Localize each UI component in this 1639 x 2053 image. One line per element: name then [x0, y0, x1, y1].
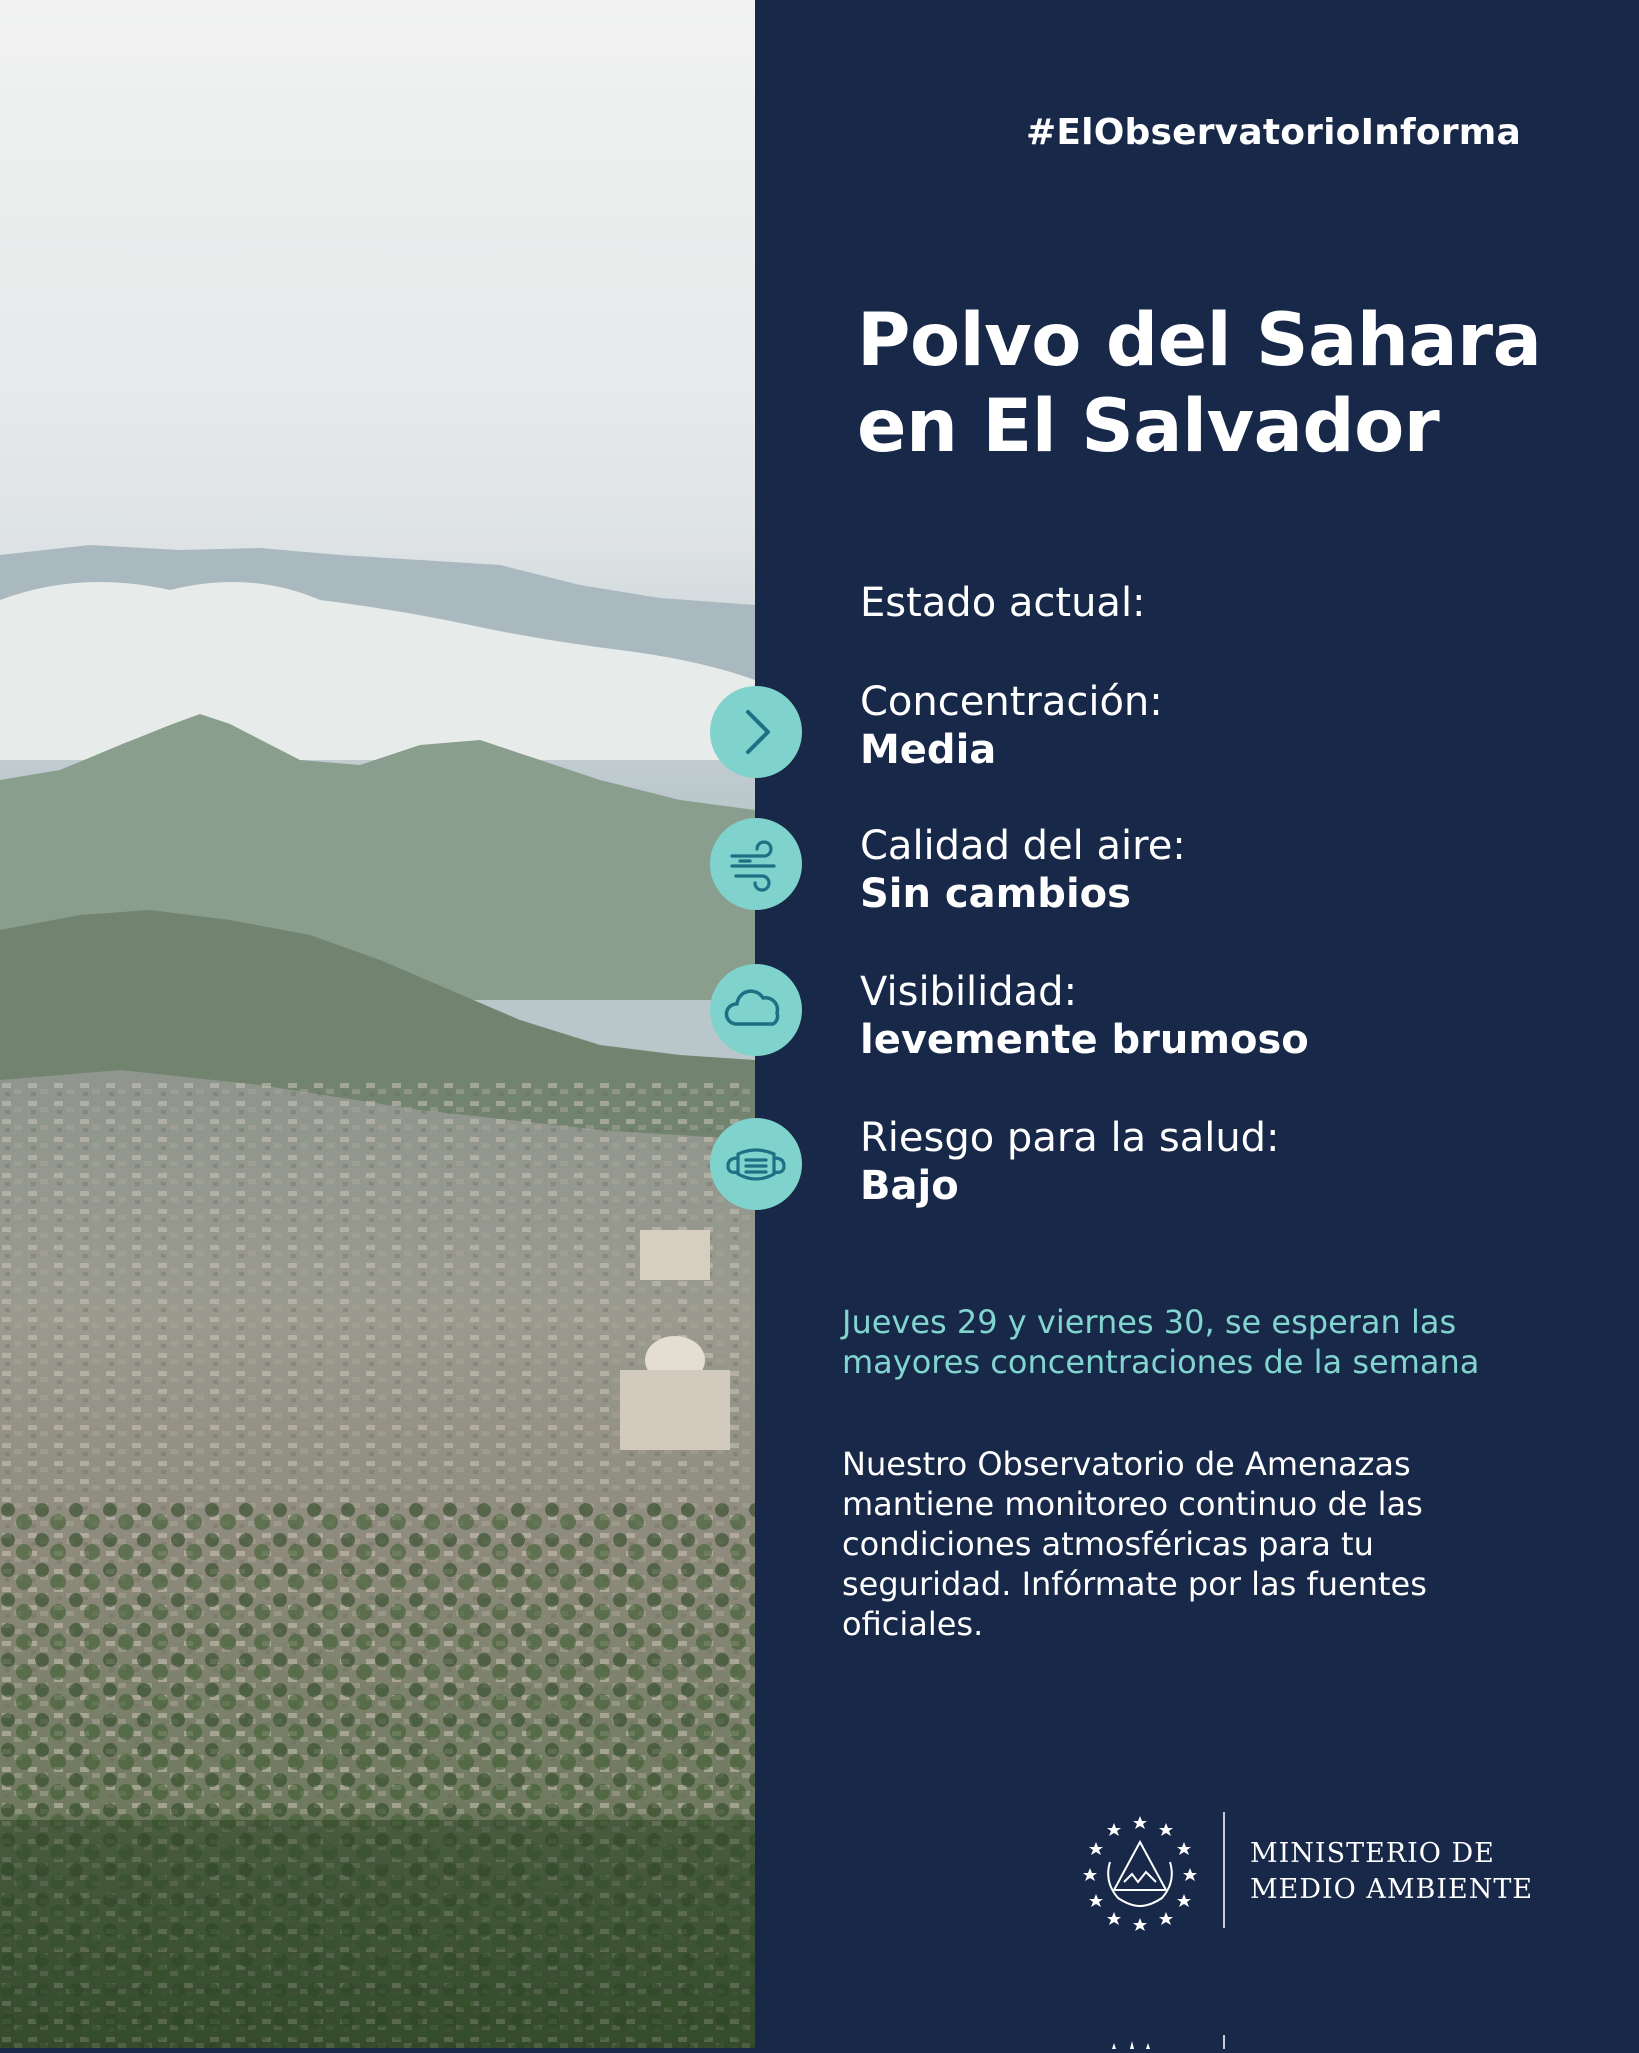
logo-line-2: MEDIO AMBIENTE — [1250, 1874, 1534, 1905]
face-mask-icon — [710, 1118, 802, 1210]
hashtag: #ElObservatorioInforma — [1026, 112, 1521, 153]
item-label: Concentración: — [860, 679, 1163, 725]
item-label: Calidad del aire: — [860, 823, 1186, 869]
next-page-logo-fragment — [1080, 2034, 1240, 2048]
observatory-note: Nuestro Observatorio de Amenazas mantiene monitoreo continuo de las condiciones atmosféricas para tu seguridad. Infórmate por las fuentes oficiales. — [842, 1445, 1427, 1643]
cloud-icon — [710, 964, 802, 1056]
chevron-right-icon — [710, 686, 802, 778]
logo-divider — [1223, 1812, 1225, 1928]
item-value: Bajo — [860, 1163, 959, 1209]
item-label: Riesgo para la salud: — [860, 1115, 1280, 1161]
item-value: Media — [860, 727, 997, 773]
status-item-visibility — [860, 968, 1309, 1064]
item-label: Visibilidad: — [860, 969, 1078, 1015]
status-item-air-quality — [860, 822, 1186, 918]
title-line-1: Polvo del Sahara — [857, 298, 1542, 383]
logo-line-1: MINISTERIO DE — [1250, 1838, 1495, 1869]
status-item-concentration — [860, 678, 1163, 774]
wind-icon — [710, 818, 802, 910]
city-landscape-photo — [0, 0, 755, 2048]
forecast-highlight: Jueves 29 y viernes 30, se esperan las mayores concentraciones de la semana — [842, 1303, 1480, 1381]
page-title — [857, 298, 1557, 470]
el-salvador-seal-icon — [1080, 1812, 1200, 1932]
ministry-logo-text — [1250, 1836, 1533, 1908]
item-value: levemente brumoso — [860, 1017, 1309, 1063]
status-heading: Estado actual: — [860, 580, 1146, 626]
title-line-2: en El Salvador — [857, 384, 1440, 469]
item-value: Sin cambios — [860, 871, 1131, 917]
status-item-health-risk — [860, 1114, 1280, 1210]
